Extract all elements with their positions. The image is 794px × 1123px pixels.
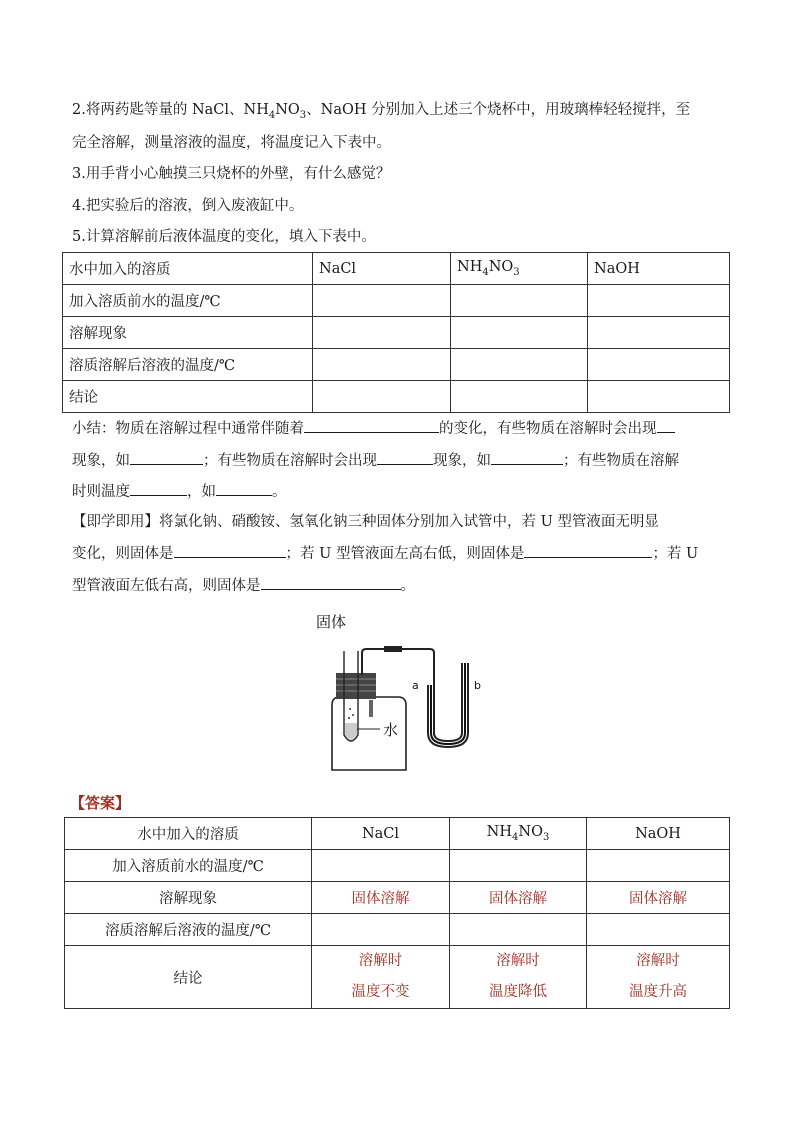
summary-line2 xyxy=(72,450,732,471)
conclusion-top: 溶解时 xyxy=(636,953,680,969)
table-header-cell: NaOH xyxy=(588,253,730,285)
experiment-table xyxy=(62,252,730,413)
table-header-cell: NaCl xyxy=(313,253,451,285)
row-label: 结论 xyxy=(65,946,312,1009)
fill-blank[interactable] xyxy=(216,481,272,496)
a-label: a xyxy=(412,679,419,692)
conclusion-top: 溶解时 xyxy=(358,953,403,969)
practice-line2 xyxy=(72,543,732,564)
answer-cell xyxy=(587,946,730,1009)
row-label: 溶解现象 xyxy=(65,882,312,914)
step4: 4.把实验后的溶液，倒入废液缸中。 xyxy=(72,198,304,214)
water-in-tube xyxy=(345,723,357,740)
summary-text: 。 xyxy=(272,484,287,500)
fill-blank[interactable] xyxy=(657,418,675,433)
answer-table xyxy=(64,817,730,1009)
table-row xyxy=(63,317,730,349)
empty-cell xyxy=(450,850,587,882)
fill-blank[interactable] xyxy=(377,450,433,465)
empty-cell[interactable] xyxy=(313,381,451,413)
table-header-row xyxy=(65,818,730,850)
practice-text: ；若 U 型管液面左高右低，则固体是 xyxy=(285,546,525,562)
fill-blank[interactable] xyxy=(130,450,203,465)
summary-line1 xyxy=(72,418,732,439)
empty-cell xyxy=(587,914,730,946)
practice-line1: 【即学即用】将氯化钠、硝酸铵、氢氧化钠三种固体分别加入试管中，若 U 型管液面无明显 xyxy=(72,514,659,530)
table-row xyxy=(65,914,730,946)
table-header-cell: $NH_4NO_3$ xyxy=(451,253,588,285)
empty-cell xyxy=(450,914,587,946)
table-header-cell: NaOH xyxy=(587,818,730,850)
summary-text: 现象，如 xyxy=(72,453,130,469)
empty-cell[interactable] xyxy=(451,285,588,317)
solid-label: 固体 xyxy=(316,613,347,631)
empty-cell[interactable] xyxy=(588,381,730,413)
fill-blank[interactable] xyxy=(304,418,439,433)
step3: 3.用手背小心触摸三只烧杯的外壁，有什么感觉？ xyxy=(72,166,391,182)
row-label: 溶质溶解后溶液的温度/℃ xyxy=(65,914,312,946)
fill-blank[interactable] xyxy=(174,543,286,558)
summary-text: 的变化，有些物质在溶解时会出现 xyxy=(439,421,657,437)
summary-text: 时则温度 xyxy=(72,484,130,500)
practice-text: 。 xyxy=(400,578,415,594)
practice-text: ；若 U xyxy=(652,546,699,562)
empty-cell[interactable] xyxy=(588,317,730,349)
table-header-cell: 水中加入的溶质 xyxy=(63,253,313,285)
table-row xyxy=(65,946,730,1009)
b-label: b xyxy=(474,679,481,692)
empty-cell xyxy=(312,914,450,946)
step5: 5.计算溶解前后液体温度的变化，填入下表中。 xyxy=(72,229,376,245)
fill-blank[interactable] xyxy=(524,543,652,558)
table-row xyxy=(63,381,730,413)
apparatus-diagram xyxy=(300,605,520,777)
practice-text: 型管液面左低右高，则固体是 xyxy=(72,578,261,594)
practice-text: 变化，则固体是 xyxy=(72,546,174,562)
empty-cell xyxy=(587,850,730,882)
empty-cell[interactable] xyxy=(313,317,451,349)
table-header-row xyxy=(63,253,730,285)
summary-text: 小结：物质在溶解过程中通常伴随着 xyxy=(72,421,304,437)
empty-cell[interactable] xyxy=(451,381,588,413)
answer-cell: 固体溶解 xyxy=(450,882,587,914)
empty-cell xyxy=(312,850,450,882)
conclusion-top: 溶解时 xyxy=(496,953,540,969)
summary-text: ；有些物质在溶解时会出现 xyxy=(203,453,377,469)
table-row xyxy=(65,882,730,914)
row-label: 加入溶质前水的温度/℃ xyxy=(63,285,313,317)
row-label: 加入溶质前水的温度/℃ xyxy=(65,850,312,882)
answer-cell xyxy=(450,946,587,1009)
conclusion-bottom: 温度不变 xyxy=(351,984,410,1000)
stopper xyxy=(336,673,376,699)
empty-cell[interactable] xyxy=(451,349,588,381)
water-label: 水 xyxy=(383,721,399,739)
summary-text: 现象，如 xyxy=(433,453,491,469)
answer-cell: 固体溶解 xyxy=(312,882,450,914)
row-label: 溶解现象 xyxy=(63,317,313,349)
row-label: 结论 xyxy=(63,381,313,413)
empty-cell[interactable] xyxy=(588,285,730,317)
answer-label: 【答案】 xyxy=(70,794,131,812)
practice-line3 xyxy=(72,575,732,596)
row-label: 溶质溶解后溶液的温度/℃ xyxy=(63,349,313,381)
empty-cell[interactable] xyxy=(451,317,588,349)
table-row xyxy=(63,349,730,381)
empty-cell[interactable] xyxy=(313,285,451,317)
table-row xyxy=(63,285,730,317)
table-header-cell: $NH_4NO_3$ xyxy=(450,818,587,850)
fill-blank[interactable] xyxy=(261,575,401,590)
fill-blank[interactable] xyxy=(491,450,563,465)
conclusion-bottom: 温度降低 xyxy=(489,984,547,1000)
summary-text: ，如 xyxy=(187,484,216,500)
summary-text: ；有些物质在溶解 xyxy=(563,453,679,469)
empty-cell[interactable] xyxy=(313,349,451,381)
step2-line2: 完全溶解，测量溶液的温度，将温度记入下表中。 xyxy=(72,135,391,151)
table-header-cell: NaCl xyxy=(312,818,450,850)
table-row xyxy=(65,850,730,882)
table-header-cell: 水中加入的溶质 xyxy=(65,818,312,850)
step2-line1: 2.将两药匙等量的 NaCl、$NH_4NO_3$、NaOH 分别加入上述三个烧杯中，用玻璃棒轻轻搅拌，至 xyxy=(72,102,691,121)
answer-cell xyxy=(312,946,450,1009)
answer-cell: 固体溶解 xyxy=(587,882,730,914)
empty-cell[interactable] xyxy=(588,349,730,381)
fill-blank[interactable] xyxy=(130,481,187,496)
conclusion-bottom: 温度升高 xyxy=(629,984,687,1000)
summary-line3 xyxy=(72,481,732,502)
